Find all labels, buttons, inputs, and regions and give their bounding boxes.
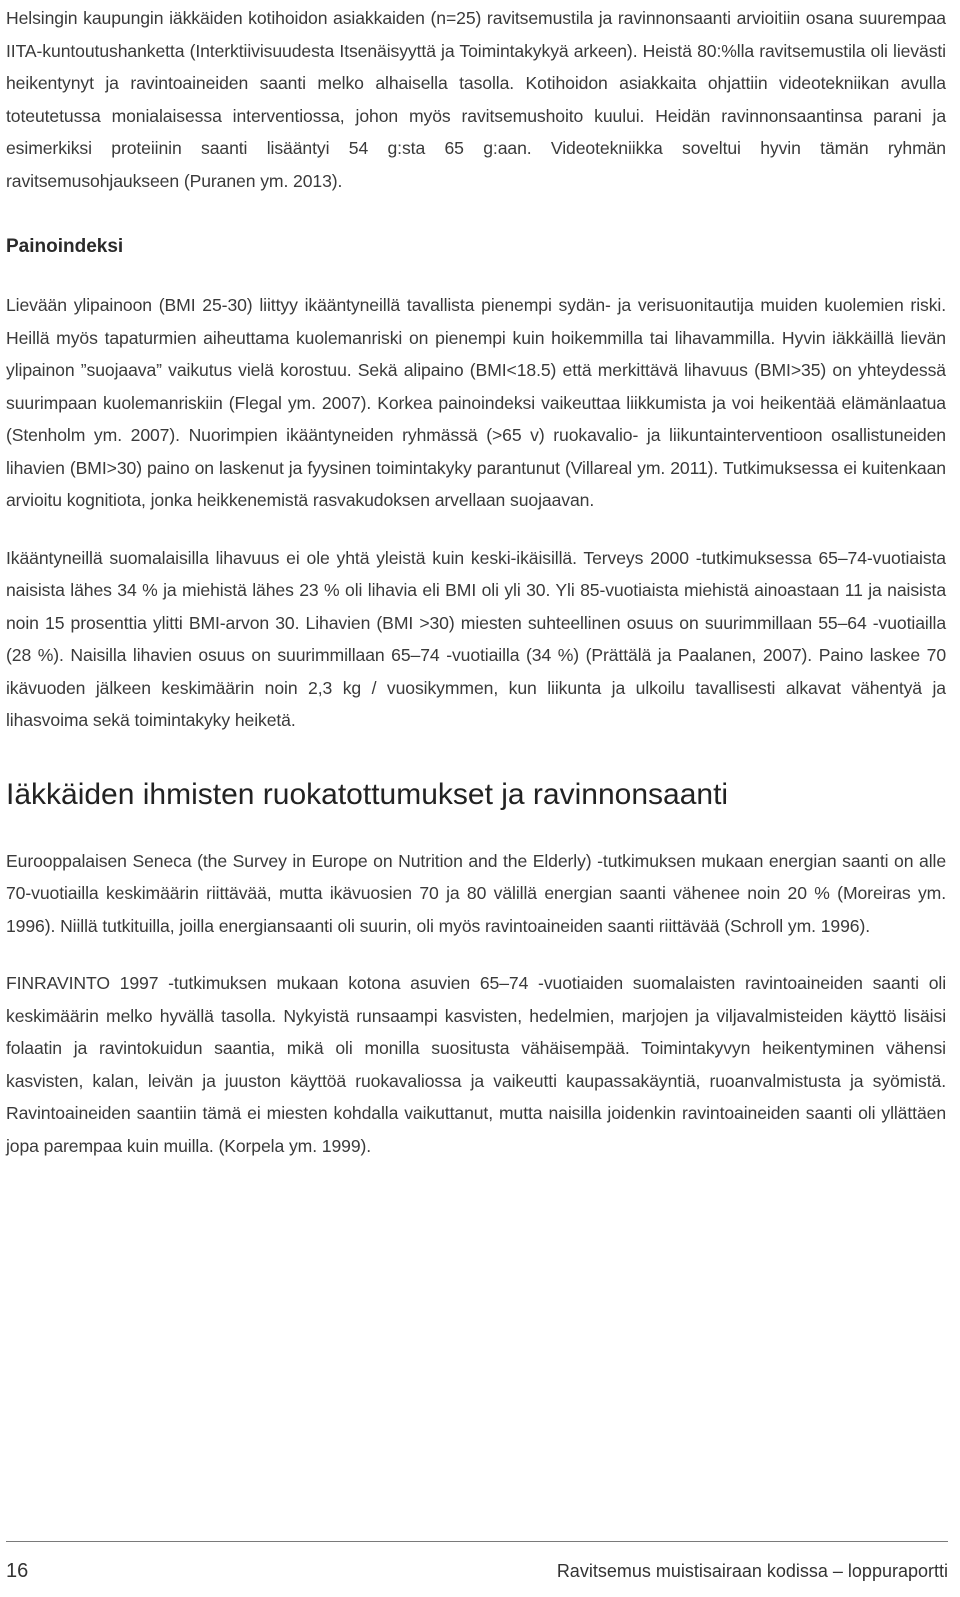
body-paragraph: FINRAVINTO 1997 -tutkimuksen mukaan kotona asuvien 65–74 -vuotiaiden suomalaisten ravintoaineiden saanti oli keskimäärin melko hyvällä tasolla. Nykyistä runsaampi kasvisten, hedelmien, marjojen ja viljavalmisteiden käyttö lisäisi folaatin ja ravintokuidun saantia, mikä oli monilla suositusta vähäisempää. Toimintakyvyn heikentyminen vähensi kasvisten, kalan, leivän ja juuston käyttöä ruokavaliossa ja vaikeutti kaupassakäyntiä, ruoanvalmistusta ja syömistä. Ravintoaineiden saantiin tämä ei miesten kohdalla vaikuttanut, mutta naisilla joidenkin ravintoaineiden saanti oli yllättäen jopa parempaa kuin muilla. (Korpela ym. 1999).: [6, 973, 946, 1156]
document-page: [6, 0, 946, 1162]
subheading-bmi: Painoindeksi: [6, 236, 124, 257]
body-paragraph: Helsingin kaupungin iäkkäiden kotihoidon asiakkaiden (n=25) ravitsemustila ja ravinnonsaanti arvioitiin osana suurempaa IITA-kuntoutushanketta (Interktiivisuudesta Itsenäisyyttä ja Toimintakykyä arkeen). Heistä 80:%lla ravitsemustila oli lievästi heikentynyt ja ravintoaineiden saanti melko alhaisella tasolla. Kotihoidon asiakkaita ohjattiin videotekniikan avulla toteutetussa monialaisessa interventiossa, johon myös ravitsemushoito kuului. Heidän ravinnonsaantinsa parani ja esimerkiksi proteiinin saanti lisääntyi 54 g:sta 65 g:aan. Videotekniikka soveltui hyvin tämän ryhmän ravitsemusohjaukseen (Puranen ym. 2013).: [6, 8, 946, 191]
running-title: Ravitsemus muistisairaan kodissa – loppuraportti: [556, 1561, 948, 1581]
page-number: 16: [6, 1560, 29, 1582]
footer-divider: [6, 1541, 948, 1542]
page-footer: [6, 1560, 948, 1583]
body-paragraph: Lievään ylipainoon (BMI 25-30) liittyy ikääntyneillä tavallista pienempi sydän- ja verisuonitautija muiden kuolemien riski. Heillä myös tapaturmien aiheuttama kuolemanriski on pienempi kuin hoikemmilla tai lihavammilla. Hyvin iäkkäillä lievän ylipainon ”suojaava” vaikutus vielä korostuu. Sekä alipaino (BMI<18.5) että merkittävä lihavuus (BMI>35) on yhteydessä suurimpaan kuolemanriskiin (Flegal ym. 2007). Korkea painoindeksi vaikeuttaa liikkumista ja voi heikentää elämänlaatua (Stenholm ym. 2007). Nuorimpien ikääntyneiden ryhmässä (>65 v) ruokavalio- ja liikuntainterventioon osallistuneiden lihavien (BMI>30) paino on laskenut ja fyysinen toimintakyky parantunut (Villareal ym. 2011). Tutkimuksessa ei kuitenkaan arvioitu kognitiota, jonka heikkenemistä rasvakudoksen arvellaan suojaavan.: [6, 295, 946, 510]
section-heading: Iäkkäiden ihmisten ruokatottumukset ja ravinnonsaanti: [6, 777, 729, 811]
body-paragraph: Ikääntyneillä suomalaisilla lihavuus ei ole yhtä yleistä kuin keski-ikäisillä. Terveys 2000 -tutkimuksessa 65–74-vuotiaista naisista lähes 34 % ja miehistä lähes 23 % oli lihavia eli BMI oli yli 30. Yli 85-vuotiaista miehistä ainoastaan 11 ja naisista noin 15 prosenttia ylitti BMI-arvon 30. Lihavien (BMI >30) miesten suhteellinen osuus on suurimmillaan 55–64 -vuotiailla (28 %). Naisilla lihavien osuus on suurimmillaan 65–74 -vuotiailla (34 %) (Prättälä ja Paalanen, 2007). Paino laskee 70 ikävuoden jälkeen keskimäärin noin 2,3 kg / vuosikymmen, kun liikunta ja ulkoilu tavallisesti alkavat vähentyä ja lihasvoima sekä toimintakyky heiketä.: [6, 547, 946, 730]
body-paragraph: Eurooppalaisen Seneca (the Survey in Europe on Nutrition and the Elderly) -tutkimuksen mukaan energian saanti on alle 70-vuotiailla keskimäärin riittävää, mutta ikävuosien 70 ja 80 välillä energian saanti vähenee noin 20 % (Moreiras ym. 1996). Niillä tutkituilla, joilla energiansaanti oli suurin, oli myös ravintoaineiden saanti riittävää (Schroll ym. 1996).: [6, 850, 946, 936]
